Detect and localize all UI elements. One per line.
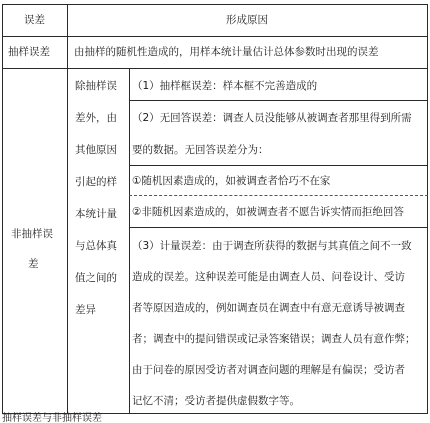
measurement-text-line: 记忆不清；受访者提供虚假数字等。	[132, 395, 300, 407]
sub-label-line: 差异	[75, 304, 96, 316]
measurement-text-line: 者；调查中的提问错误或记录答案错误；调查人员有意作弊；	[132, 333, 416, 345]
non-sampling-error-label-line1: 非抽样误	[11, 228, 53, 240]
sub-label-line: 本统计量	[75, 208, 117, 220]
cropped-caption-fragment: 抽样误差与非抽样误差	[2, 413, 102, 423]
nonresponse-text-line2: 要的数据。无回答误差分为：	[132, 144, 269, 156]
sub-label-line: 其他原因	[75, 144, 117, 156]
header-bottom-border	[2, 36, 428, 37]
table-left-border	[2, 4, 3, 413]
sampling-error-label: 抽样误差	[8, 46, 50, 58]
measurement-text-line: 者等原因造成的，例如调查员在调查中有意无意诱导被调查	[132, 302, 405, 314]
measurement-text-line: 造成的误差。这种误差可能是由调查人员、问卷设计、受访	[132, 271, 405, 283]
nonresponse-intro-divider	[129, 165, 428, 166]
sampling-row-bottom-border	[2, 68, 428, 69]
header-cause-label: 形成原因	[226, 14, 268, 26]
measurement-text-line: （3）计量误差：由于调查所获得的数据与其真值之间不一致	[132, 240, 412, 252]
sub-label-line: 除抽样误	[75, 80, 117, 92]
sub-label-line: 值之间的	[75, 272, 117, 284]
table-top-border	[2, 4, 428, 5]
sub-label-line: 引起的样	[75, 176, 117, 188]
nonresponse-text-line1: （2）无回答误差：调查人员没能够从被调查者那里得到所需	[132, 112, 412, 124]
frame-error-divider	[129, 100, 428, 101]
random-factor-divider	[129, 195, 428, 196]
sampling-error-description: 由抽样的随机性造成的，用样本统计量估计总体参数时出现的误差	[74, 46, 379, 58]
sub-label-line: 与总体真	[75, 240, 117, 252]
non-sampling-error-label-line2: 差	[28, 258, 39, 270]
nonrandom-factor-text: ②非随机因素造成的，如被调查者不愿告诉实情而拒绝回答	[132, 206, 404, 218]
measurement-divider	[129, 227, 428, 228]
random-factor-text: ①随机因素造成的，如被调查者恰巧不在家	[132, 175, 331, 187]
first-column-divider	[67, 4, 68, 413]
sub-label-line: 差外，由	[75, 112, 117, 124]
sub-label-column-divider	[129, 68, 130, 413]
table-right-border	[427, 4, 428, 413]
header-error-label: 误差	[24, 14, 45, 26]
frame-error-text: （1）抽样框误差：样本框不完善造成的	[132, 80, 318, 92]
measurement-text-line: 由于问卷的原因受访者对调查问题的理解是有偏误；受访者	[132, 364, 405, 376]
